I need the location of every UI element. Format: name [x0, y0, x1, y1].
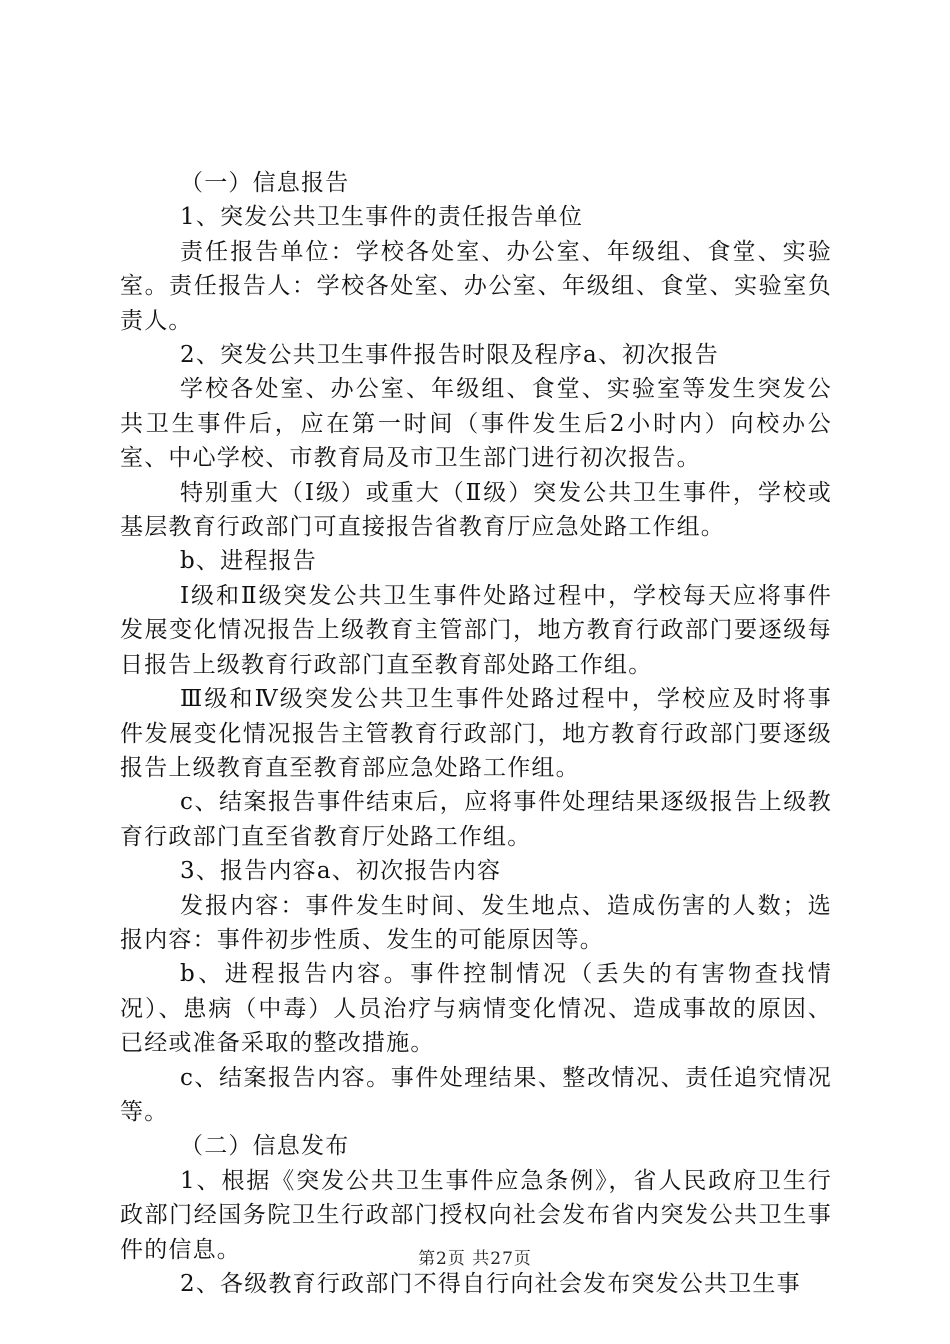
paragraph: 1、根据《突发公共卫生事件应急条例》，省人民政府卫生行政部门经国务院卫生行政部门授权向社会发布省内突发公共卫生事件的信息。	[120, 1167, 832, 1263]
section-heading-info-report: （一）信息报告	[180, 170, 350, 196]
document-body	[120, 166, 832, 1301]
page-number-footer: 第2页 共27页	[418, 1249, 532, 1269]
paragraph: c、结案报告事件结束后，应将事件处理结果逐级报告上级教育行政部门直至省教育厅处路工作组。	[120, 789, 832, 850]
paragraph: 发报内容：事件发生时间、发生地点、造成伤害的人数；选报内容：事件初步性质、发生的可能原因等。	[120, 892, 832, 953]
paragraph: 1、突发公共卫生事件的责任报告单位	[180, 204, 584, 231]
paragraph: 责任报告单位：学校各处室、办公室、年级组、食堂、实验室。责任报告人：学校各处室、办公室、年级组、食堂、实验室负责人。	[120, 238, 832, 334]
paragraph: 特别重大（Ⅰ级）或重大（Ⅱ级）突发公共卫生事件，学校或基层教育行政部门可直接报告省教育厅应急处路工作组。	[120, 479, 832, 541]
paragraph: 2、各级教育行政部门不得自行向社会发布突发公共卫生事	[180, 1271, 801, 1297]
paragraph: Ⅰ级和Ⅱ级突发公共卫生事件处路过程中，学校每天应将事件发展变化情况报告上级教育主管部门，地方教育行政部门要逐级每日报告上级教育行政部门直至教育部处路工作组。	[120, 582, 832, 678]
paragraph: b、进程报告内容。事件控制情况（丢失的有害物查找情况）、患病（中毒）人员治疗与病情变化情况、造成事故的原因、已经或准备采取的整改措施。	[120, 961, 832, 1057]
paragraph: 3、报告内容a、初次报告内容	[180, 858, 502, 885]
paragraph: c、结案报告内容。事件处理结果、整改情况、责任追究情况等。	[120, 1064, 832, 1125]
paragraph: 学校各处室、办公室、年级组、食堂、实验室等发生突发公共卫生事件后，应在第一时间（事件发生后2小时内）向校办公室、中心学校、市教育局及市卫生部门进行初次报告。	[120, 376, 832, 472]
paragraph: 2、突发公共卫生事件报告时限及程序a、初次报告	[180, 342, 719, 369]
section-heading-info-release: （二）信息发布	[180, 1133, 350, 1160]
paragraph: b、进程报告	[180, 548, 317, 575]
paragraph: Ⅲ级和Ⅳ级突发公共卫生事件处路过程中，学校应及时将事件发展变化情况报告主管教育行政部门，地方教育行政部门要逐级报告上级教育直至教育部应急处路工作组。	[120, 686, 832, 781]
